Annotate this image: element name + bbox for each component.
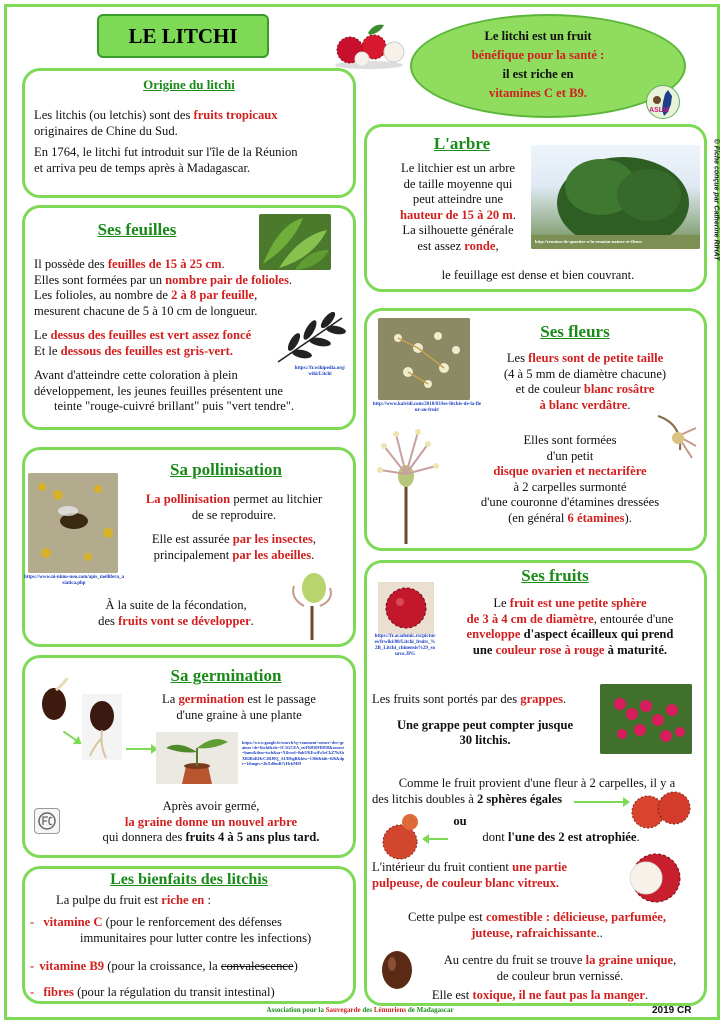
fruits-l2b: , entourée d'une	[593, 611, 674, 626]
fruits-l11a: dont	[482, 830, 508, 844]
fruits-l9b: 2 sphères égales	[476, 791, 563, 806]
grapes-photo	[600, 684, 692, 754]
fleurs-link: http://www.kaividi.com/2018/03/les-litchis-de-la-fleur-au-fruit/	[372, 402, 482, 413]
bienfaits-i3a: fibres	[43, 985, 74, 999]
germination-title: Sa germination	[170, 666, 282, 685]
fruits-l13: pulpeuse, de couleur blanc vitreux.	[372, 875, 560, 890]
pollinisation-l4c: .	[311, 547, 315, 562]
fleurs-l3b: blanc rosâtre	[583, 382, 655, 396]
feuilles-l8: développement, les jeunes feuilles présentent une	[34, 383, 283, 398]
pollinisation-l5: À la suite de la fécondation,	[105, 598, 247, 612]
double-lychee-equal	[630, 786, 692, 834]
bienfaits-dash: -	[30, 959, 35, 973]
flower-drawing	[376, 426, 442, 544]
feuilles-l1a: Il possède des	[34, 257, 108, 271]
seed-germination-1	[36, 678, 74, 728]
fleurs-l10a: (en général	[508, 510, 568, 525]
fleurs-l4: à blanc verdâtre	[539, 397, 628, 412]
feuilles-l6a: Et le	[34, 343, 61, 358]
origine-title: Origine du litchi	[143, 77, 235, 92]
origine-p2a: En 1764, le litchi fut introduit sur l'île de la Réunion	[34, 145, 298, 159]
lychee-fruits-image	[328, 18, 410, 70]
footer-assoc-a: Association pour la	[266, 1006, 326, 1014]
intro-line-1: Le litchi est un fruit	[484, 29, 592, 43]
arbre-l7: le feuillage est dense et bien couvrant.	[441, 268, 635, 282]
arbre-l2: de taille moyenne qui	[403, 176, 513, 191]
tree-photo	[531, 145, 700, 249]
fruits-l9a: des litchis doubles à	[372, 791, 477, 806]
bienfaits-dash: -	[30, 915, 35, 929]
pollinisation-l4a: principalement	[153, 547, 233, 562]
pollinisation-title: Sa pollinisation	[170, 460, 282, 479]
header-side-credit: © Fiche conçue par Catherine RIHAT	[712, 138, 720, 261]
double-lychee-atrophied	[380, 812, 424, 862]
pollinisation-l4b: par les abeilles	[232, 547, 312, 562]
intro-line-3: il est riche en	[502, 67, 574, 81]
feuilles-l5b: dessus des feuilles est vert assez foncé	[50, 328, 252, 342]
bienfaits-title: Les bienfaits des litchis	[110, 871, 268, 888]
pollinisation-link: https://www.ni-nimo-noo.com/apis_mellifera_asiatica.php	[24, 575, 124, 586]
fc-logo	[34, 808, 60, 834]
pollinisation-l3b: par les insectes	[232, 532, 313, 546]
bienfaits-i3b: (pour la régulation du transit intestinal)	[73, 985, 275, 999]
fleurs-l2: (4 à 5 mm de diamètre chacune)	[503, 366, 667, 381]
bienfaits-i2b: (pour la croissance, la	[104, 959, 221, 973]
fruits-l8: Comme le fruit provient d'une fleur à 2 carpelles, il y a	[398, 776, 676, 790]
arbre-l4: hauteur de 15 à 20 m	[400, 207, 513, 222]
fleurs-l4b: .	[627, 397, 631, 412]
seedling-photo	[156, 732, 238, 784]
feuilles-l3b: 2 à 8 par feuille	[171, 288, 255, 302]
fruits-l3a: enveloppe	[466, 627, 521, 641]
fruits-l18c: .	[644, 988, 649, 1002]
flowers-photo	[378, 318, 470, 400]
fruits-l16c: ,	[673, 953, 677, 967]
feuilles-l1c: .	[221, 257, 225, 271]
fruits-l11b: l'une des 2 est atrophiée	[507, 830, 637, 844]
arbre-l4b: .	[512, 207, 516, 222]
lychee-photo	[378, 582, 434, 634]
fruits-l16a: Au centre du fruit se trouve	[443, 953, 586, 967]
fruits-l6: Une grappe peut compter jusque	[396, 717, 574, 732]
fruits-l5b: grappes	[520, 692, 563, 706]
arbre-l6a: est assez	[417, 238, 465, 253]
pollinisation-l6b: fruits vont se développer	[118, 613, 251, 628]
feuilles-l1b: feuilles de 15 à 25 cm	[107, 257, 222, 271]
feuilles-l2b: nombre pair de folioles	[165, 272, 289, 287]
germination-l5b: fruits 4 à 5 ans plus tard.	[185, 830, 320, 844]
page-title-box	[97, 14, 269, 58]
fruits-l3b: d'aspect écailleux qui prend	[520, 627, 674, 641]
fruits-l5c: .	[562, 692, 567, 706]
fruits-l14a: Cette pulpe est	[407, 910, 486, 924]
germination-l1c: est le passage	[244, 692, 316, 706]
arbre-title: L'arbre	[433, 134, 491, 153]
seed-germination-2	[82, 694, 122, 760]
fleurs-l6: d'un petit	[546, 448, 594, 463]
footer-association	[200, 1006, 520, 1014]
aslm-logo	[646, 85, 680, 119]
seed-photo	[378, 948, 416, 992]
pollinisation-l2: de se reproduire.	[191, 507, 277, 522]
fruits-l16b: la graine unique	[585, 953, 674, 967]
page-title: LE LITCHI	[128, 23, 238, 48]
fleurs-l8: à 2 carpelles surmonté	[513, 479, 627, 494]
feuilles-l6b: dessous des feuilles est gris-vert.	[60, 343, 234, 358]
fruits-l18a: Elle est	[431, 988, 473, 1002]
fleurs-l5: Elles sont formées	[523, 433, 617, 447]
origine-p1c: originaires de Chine du Sud.	[34, 123, 178, 138]
bienfaits-i1c: immunitaires pour lutter contre les infections)	[80, 931, 312, 945]
pollinisation-l6c: .	[250, 613, 254, 628]
fruits-l10: ou	[453, 814, 467, 828]
bienfaits-l1b: riche en	[161, 893, 205, 907]
germination-l5a: qui donnera des	[102, 830, 186, 844]
origine-p2b: et arriva peu de temps après à Madagascar.	[34, 160, 251, 175]
fruits-l2a: de 3 à 4 cm de diamètre	[466, 611, 594, 626]
fleurs-l7: disque ovarien et nectarifère	[493, 464, 647, 478]
fruits-l4c: à maturité.	[604, 642, 668, 657]
feuilles-l2c: .	[288, 272, 293, 287]
germination-l2: d'une graine à une plante	[176, 707, 302, 722]
fruits-l11c: .	[636, 830, 640, 844]
germination-l3: Après avoir germé,	[162, 799, 260, 813]
origine-p1a: Les litchis (ou letchis) sont des	[34, 108, 194, 122]
feuilles-title: Ses feuilles	[97, 220, 177, 239]
fruits-l14b: comestible : délicieuse, parfumée,	[485, 910, 667, 924]
fruits-link: https://fr.academic.ru/pictures/frwiki/80/Litchi_fruits_%2B_Litchi_chinensis%29_source.JPG	[374, 634, 436, 657]
fruits-l12b: une partie	[512, 860, 567, 874]
pollinisation-l3c: ,	[312, 532, 317, 546]
feuilles-l3c: ,	[254, 288, 258, 302]
side-credit	[706, 14, 720, 394]
feuilles-l4: mesurent chacune de 5 à 10 cm de longueur.	[34, 303, 258, 318]
fruits-l1a: Le	[493, 596, 510, 610]
fleurs-l10c: ).	[624, 510, 632, 525]
fruits-l1b: fruit est une petite sphère	[509, 596, 647, 610]
arrow-double-equal	[574, 801, 624, 803]
arbre-photo-url: http://reunion-de-quartier-a-la-reunion-nature-et-fleurs	[535, 239, 643, 244]
footer-assoc-b: Sauvegarde	[325, 1006, 361, 1014]
pollinisation-l1a: La pollinisation	[145, 492, 231, 506]
feuilles-l2a: Elles sont formées par un	[34, 272, 166, 287]
origine-p1b: fruits tropicaux	[193, 108, 278, 122]
bienfaits-dash: -	[30, 985, 35, 999]
fleurs-l10b: 6 étamines	[567, 510, 625, 525]
fruits-l5a: Les fruits sont portés par des	[372, 692, 521, 706]
bienfaits-l1c: :	[204, 893, 211, 907]
fleurs-title: Ses fleurs	[540, 322, 610, 341]
bee-photo	[28, 473, 118, 573]
footer-assoc-d: Lémuriens	[373, 1006, 407, 1014]
germination-l1a: La	[162, 692, 179, 706]
fruits-title: Ses fruits	[521, 566, 589, 585]
footer-year: 2019 CR	[652, 1005, 692, 1016]
young-fruit-drawing	[290, 570, 334, 640]
feuilles-l7: Avant d'atteindre cette coloration à plein	[34, 368, 238, 382]
germination-l4: la graine donne un nouvel arbre	[124, 814, 298, 829]
arbre-l3: peut atteindre une	[412, 192, 504, 206]
bienfaits-i2d: )	[293, 959, 298, 973]
arbre-l6b: ronde	[464, 238, 496, 253]
fleurs-l3a: et de couleur	[515, 382, 584, 396]
arrow-double-atrophied	[428, 838, 448, 840]
arbre-l5: La silhouette générale	[402, 223, 514, 237]
germination-link: https://www.google.fr/search?q=comment+semer+des+graines+de+litchi&rlz=1C1GCEA_enFR850FR850&source=lnms&tbm=isch&sa=X&ved=0ahUKEwiFz5eCkZ7hAhXB2BoKHcC2BJ0Q_AUIDigB&biw=1366&bih=626&dpr=1#imgrc=2bXd0mR7yHrkMM	[242, 740, 345, 766]
fruits-l4a: une	[472, 642, 496, 657]
feuilles-l3a: Les folioles, au nombre de	[34, 288, 172, 302]
footer-assoc-c: des	[360, 1006, 374, 1014]
feuilles-l5a: Le	[34, 328, 51, 342]
feuilles-l9: teinte "rouge-cuivré brillant" puis "vert tendre".	[54, 399, 295, 413]
bienfaits-i2c: convalescence	[220, 959, 294, 973]
header-asm-label: ASLM	[649, 107, 669, 114]
pollinisation-l3a: Elle est assurée	[151, 532, 233, 546]
fruits-l7: 30 litchis.	[459, 733, 511, 747]
fruits-l15b: ..	[596, 925, 603, 940]
bienfaits-i1a: vitamine C	[43, 915, 103, 929]
bienfaits-i2a: vitamine B9	[39, 959, 105, 973]
fruits-l15: juteuse, rafraichissante	[471, 925, 597, 940]
arbre-l1: Le litchier est un arbre	[401, 161, 515, 175]
fruits-l12a: L'intérieur du fruit contient	[372, 860, 513, 874]
intro-line-2: bénéfique pour la santé :	[471, 48, 605, 62]
bienfaits-i1b: (pour le renforcement des défenses	[102, 915, 282, 929]
fc-logo-icon	[37, 811, 57, 831]
arbre-l6c: ,	[495, 238, 499, 253]
fruits-l4b: couleur rose à rouge	[495, 642, 605, 657]
peeled-lychee-photo	[620, 848, 686, 906]
feuilles-link: https://fr.wikipedia.org/wiki/Litchi	[294, 366, 346, 377]
bienfaits-l1a: La pulpe du fruit est	[56, 893, 162, 907]
pollinisation-l1b: permet au litchier	[230, 492, 323, 506]
fruits-l18b: toxique, il ne faut pas la manger	[472, 988, 645, 1002]
fleurs-l1b: fleurs sont de petite taille	[528, 351, 664, 365]
fleurs-l1a: Les	[506, 351, 529, 365]
germination-l1b: germination	[178, 692, 245, 706]
footer-assoc-e: de Madagascar	[406, 1006, 454, 1014]
pollinisation-l6a: des	[98, 613, 119, 628]
fleurs-l9: d'une couronne d'étamines dressées	[480, 495, 660, 509]
intro-line-4: vitamines C et B9.	[489, 86, 587, 100]
germination-arrow-2	[126, 748, 152, 750]
fruits-l17: de couleur brun vernissé.	[496, 968, 624, 983]
